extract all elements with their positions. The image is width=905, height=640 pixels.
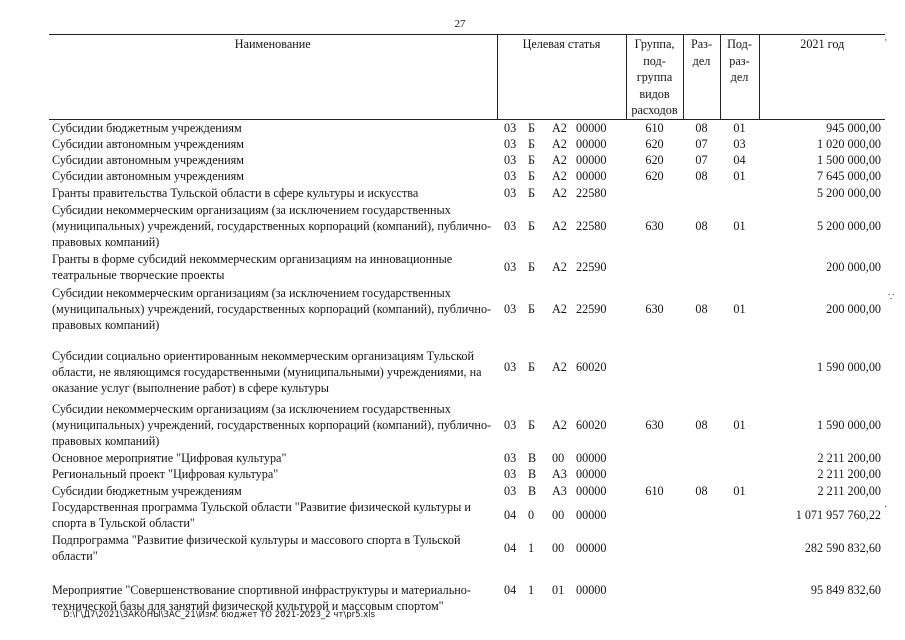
row-section [683, 450, 720, 466]
row-subsection [720, 499, 759, 532]
row-subsection [720, 466, 759, 482]
target-article-part: Б [528, 136, 535, 151]
target-article-part: 03 [504, 218, 517, 233]
target-article-part: 60020 [576, 359, 607, 374]
target-article-part: 22590 [576, 301, 607, 316]
row-subsection: 01 [733, 417, 746, 432]
target-article-part: 04 [504, 541, 517, 556]
table-row [49, 201, 885, 251]
row-section: 07 [695, 153, 708, 168]
row-expense-group [626, 499, 683, 532]
row-expense-group: 630 [645, 417, 664, 432]
header-amount: 2021 год [759, 35, 885, 120]
target-article-part: А2 [552, 136, 567, 151]
row-target-article [497, 565, 626, 615]
page-number: 27 [454, 18, 466, 30]
table-row [49, 483, 885, 499]
table-row [49, 450, 885, 466]
target-article-part: 00000 [576, 467, 607, 482]
row-section: 08 [695, 218, 708, 233]
target-article-part: Б [528, 359, 535, 374]
row-amount: 1 590 000,00 [817, 359, 881, 374]
row-amount: 5 200 000,00 [817, 185, 881, 200]
row-expense-group [626, 334, 683, 400]
target-article-part: 03 [504, 450, 517, 465]
row-section: 08 [695, 120, 708, 135]
row-amount: 2 211 200,00 [817, 467, 881, 482]
target-article-part: 03 [504, 185, 517, 200]
row-section [683, 532, 720, 565]
target-article-part: 03 [504, 136, 517, 151]
row-name: Региональный проект "Цифровая культура" [52, 467, 279, 482]
row-expense-group [626, 565, 683, 615]
row-section [683, 565, 720, 615]
row-section [683, 499, 720, 532]
row-subsection [720, 565, 759, 615]
row-name: Субсидии бюджетным учреждениям [52, 120, 242, 135]
row-name: Мероприятие "Совершенствование спортивной инфраструктуры и материально-технической базы для занятий физической культурой и массовым спортом" [52, 582, 471, 613]
row-expense-group [626, 532, 683, 565]
header-name: Наименование [49, 35, 497, 120]
target-article-part: В [528, 467, 537, 482]
row-amount: 95 849 832,60 [810, 582, 881, 597]
row-target-article [497, 251, 626, 284]
row-expense-group [626, 251, 683, 284]
table-row [49, 168, 885, 184]
row-subsection [720, 334, 759, 400]
header-section-line: Раз- [690, 37, 713, 51]
target-article-part: А2 [552, 359, 567, 374]
target-article-part: В [528, 483, 537, 498]
target-article-part: 22580 [576, 185, 607, 200]
row-target-article [497, 450, 626, 466]
table-row [49, 466, 885, 482]
table-row [49, 152, 885, 168]
row-expense-group: 610 [645, 483, 664, 498]
target-article-part: Б [528, 218, 535, 233]
target-article-part: 03 [504, 120, 517, 135]
target-article-part: Б [528, 120, 535, 135]
row-target-article [497, 185, 626, 201]
target-article-part: 04 [504, 582, 517, 597]
header-subsection-line: раз- [729, 53, 750, 68]
table-row [49, 499, 885, 532]
row-target-article [497, 284, 626, 334]
target-article-part: Б [528, 301, 535, 316]
target-article-part: 03 [504, 483, 517, 498]
target-article-part: А2 [552, 218, 567, 233]
target-article-part: 00000 [576, 136, 607, 151]
table-row [49, 251, 885, 284]
table-row [49, 119, 885, 136]
row-subsection: 01 [733, 120, 746, 135]
row-expense-group: 620 [645, 169, 664, 184]
header-expense-group [626, 35, 683, 120]
target-article-part: 00000 [576, 508, 607, 523]
row-amount: 7 645 000,00 [817, 169, 881, 184]
row-target-article [497, 119, 626, 136]
row-amount: 1 020 000,00 [817, 136, 881, 151]
row-subsection [720, 532, 759, 565]
target-article-part: 1 [528, 582, 535, 597]
row-amount: 5 200 000,00 [817, 218, 881, 233]
target-article-part: 00000 [576, 450, 607, 465]
row-amount: 1 500 000,00 [817, 153, 881, 168]
row-subsection: 03 [733, 136, 746, 151]
row-target-article [497, 483, 626, 499]
target-article-part: 00000 [576, 169, 607, 184]
margin-mark: ∵ [888, 292, 895, 303]
target-article-part: В [528, 450, 537, 465]
header-subsection [720, 35, 759, 120]
target-article-part: А2 [552, 120, 567, 135]
row-target-article [497, 168, 626, 184]
table-row [49, 532, 885, 565]
header-target-article: Целевая статья [497, 35, 626, 120]
row-subsection: 01 [733, 218, 746, 233]
row-section [683, 185, 720, 201]
header-row [49, 35, 885, 120]
row-target-article [497, 152, 626, 168]
row-expense-group: 610 [645, 120, 664, 135]
header-subsection-line: дел [730, 70, 749, 84]
row-amount: 945 000,00 [826, 120, 881, 135]
row-name: Государственная программа Тульской области "Развитие физической культуры и спорта в Тульской области" [52, 500, 471, 531]
target-article-part: 00 [552, 508, 565, 523]
file-path-footer: D:\Г\Д7\2021\ЗАКОНЫ\ЗАС_21\Изм. бюджет ТО 2021-2023_2 чт\pr5.xls [63, 610, 376, 620]
row-name: Субсидии автономным учреждениям [52, 153, 244, 168]
target-article-part: 03 [504, 169, 517, 184]
target-article-part: 04 [504, 508, 517, 523]
margin-mark: · [884, 502, 888, 513]
row-target-article [497, 466, 626, 482]
target-article-part: Б [528, 417, 535, 432]
target-article-part: А2 [552, 301, 567, 316]
row-target-article [497, 334, 626, 400]
row-expense-group [626, 185, 683, 201]
row-amount: 2 211 200,00 [817, 483, 881, 498]
row-expense-group: 630 [645, 301, 664, 316]
row-section: 08 [695, 417, 708, 432]
row-name: Гранты правительства Тульской области в сфере культуры и искусства [52, 185, 419, 200]
row-section [683, 251, 720, 284]
table-row [49, 185, 885, 201]
table-row [49, 400, 885, 450]
row-subsection [720, 251, 759, 284]
row-section: 07 [695, 136, 708, 151]
header-expense-group-line: расходов [631, 103, 678, 117]
row-name: Субсидии некоммерческим организациям (за исключением государственных (муниципальных) учреждений, государственных корпораций (компаний), публично-правовых компаний) [52, 202, 492, 250]
table-row [49, 565, 885, 615]
row-target-article [497, 201, 626, 251]
margin-mark: ' [885, 38, 887, 49]
target-article-part: 00000 [576, 582, 607, 597]
target-article-part: А2 [552, 153, 567, 168]
target-article-part: А3 [552, 467, 567, 482]
row-name: Субсидии некоммерческим организациям (за исключением государственных (муниципальных) учреждений, государственных корпораций (компаний), публично-правовых компаний) [52, 285, 492, 333]
row-name: Основное мероприятие "Цифровая культура" [52, 450, 287, 465]
row-expense-group: 630 [645, 218, 664, 233]
target-article-part: А2 [552, 417, 567, 432]
row-subsection: 01 [733, 301, 746, 316]
row-name: Субсидии автономным учреждениям [52, 169, 244, 184]
table-row [49, 334, 885, 400]
row-section: 08 [695, 301, 708, 316]
table-row [49, 284, 885, 334]
target-article-part: 03 [504, 301, 517, 316]
header-expense-group-line: под- [643, 53, 666, 68]
row-section [683, 334, 720, 400]
target-article-part: 00000 [576, 120, 607, 135]
target-article-part: 22580 [576, 218, 607, 233]
header-section-line: дел [692, 53, 711, 68]
row-name: Субсидии автономным учреждениям [52, 136, 244, 151]
row-name: Субсидии социально ориентированным некоммерческим организациям Тульской области, не являющимся государственными (муниципальными) учреждениями, на оказание услуг (выполнение работ) в сфере культуры [52, 348, 482, 396]
header-subsection-line: Под- [727, 37, 752, 51]
row-amount: 2 211 200,00 [817, 450, 881, 465]
row-name: Субсидии бюджетным учреждениям [52, 483, 242, 498]
row-amount: 282 590 832,60 [804, 541, 881, 556]
row-expense-group: 620 [645, 136, 664, 151]
row-target-article [497, 532, 626, 565]
row-section [683, 466, 720, 482]
row-section: 08 [695, 169, 708, 184]
target-article-part: 1 [528, 541, 535, 556]
table-row [49, 136, 885, 152]
row-subsection [720, 450, 759, 466]
row-name: Подпрограмма "Развитие физической культуры и массового спорта в Тульской области" [52, 533, 461, 564]
row-section: 08 [695, 483, 708, 498]
row-amount: 1 071 957 760,22 [795, 508, 881, 523]
target-article-part: 0 [528, 508, 535, 523]
target-article-part: Б [528, 260, 535, 275]
row-expense-group [626, 466, 683, 482]
target-article-part: А2 [552, 260, 567, 275]
target-article-part: 00000 [576, 483, 607, 498]
row-subsection [720, 185, 759, 201]
target-article-part: 00000 [576, 153, 607, 168]
row-subsection: 04 [733, 153, 746, 168]
row-target-article [497, 136, 626, 152]
target-article-part: А2 [552, 185, 567, 200]
budget-table [49, 34, 888, 615]
row-subsection: 01 [733, 483, 746, 498]
target-article-part: 03 [504, 417, 517, 432]
row-amount: 1 590 000,00 [817, 417, 881, 432]
header-expense-group-line: видов [639, 86, 670, 101]
row-amount: 200 000,00 [826, 301, 881, 316]
target-article-part: 00000 [576, 541, 607, 556]
target-article-part: 03 [504, 153, 517, 168]
row-name: Гранты в форме субсидий некоммерческим организациям на инновационные театральные творческие проекты [52, 252, 453, 283]
target-article-part: 03 [504, 359, 517, 374]
target-article-part: 00 [552, 541, 565, 556]
target-article-part: 01 [552, 582, 565, 597]
row-subsection: 01 [733, 169, 746, 184]
target-article-part: Б [528, 153, 535, 168]
row-target-article [497, 400, 626, 450]
target-article-part: 00 [552, 450, 565, 465]
target-article-part: 60020 [576, 417, 607, 432]
row-name: Субсидии некоммерческим организациям (за исключением государственных (муниципальных) учреждений, государственных корпораций (компаний), публично-правовых компаний) [52, 401, 492, 449]
target-article-part: 22590 [576, 260, 607, 275]
row-amount: 200 000,00 [826, 260, 881, 275]
header-expense-group-line: Группа, [634, 37, 675, 51]
header-section [683, 35, 720, 120]
header-expense-group-line: группа [636, 70, 673, 84]
target-article-part: А2 [552, 169, 567, 184]
row-expense-group [626, 450, 683, 466]
row-target-article [497, 499, 626, 532]
row-expense-group: 620 [645, 153, 664, 168]
target-article-part: Б [528, 185, 535, 200]
target-article-part: Б [528, 169, 535, 184]
target-article-part: 03 [504, 260, 517, 275]
target-article-part: А3 [552, 483, 567, 498]
target-article-part: 03 [504, 467, 517, 482]
